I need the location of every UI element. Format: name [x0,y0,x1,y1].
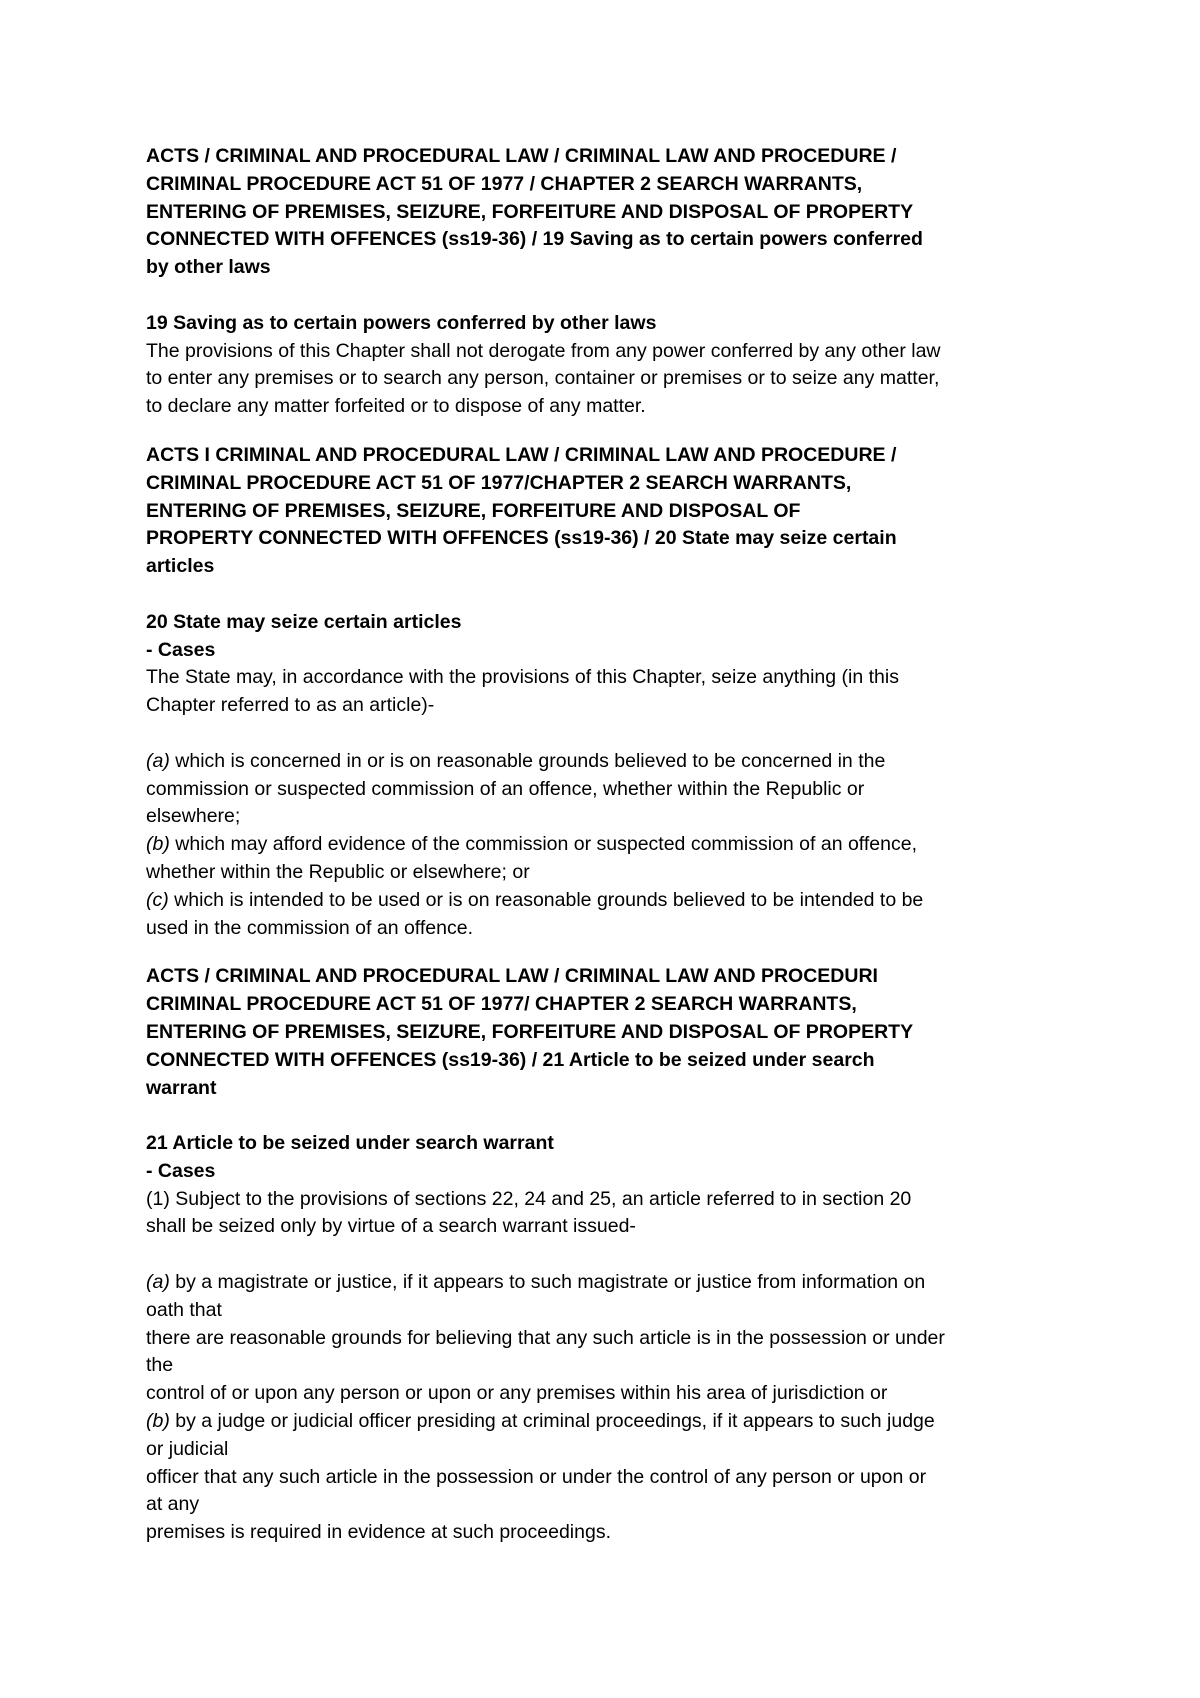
item-text: which may afford evidence of the commission or suspected commission of an offence, [169,833,917,856]
body-line: to enter any premises or to search any person, container or premises or to seize any matter, [146,367,940,390]
item-text: which is intended to be used or is on reasonable grounds believed to be intended to be [168,888,924,911]
section-heading: 19 Saving as to certain powers conferred by other laws [146,311,657,334]
breadcrumb [146,963,1076,1102]
section-heading: 21 Article to be seized under search warrant [146,1132,554,1155]
breadcrumb [146,442,1076,581]
intro-line: The State may, in accordance with the provisions of this Chapter, seize anything (in this [146,666,899,689]
list-item-b [146,1408,1076,1547]
body-line: The provisions of this Chapter shall not derogate from any power conferred by any other law [146,339,941,362]
list-item-a [146,1269,1076,1408]
item-line: whether within the Republic or elsewhere; or [146,860,530,883]
item-line: officer that any such article in the possession or under the control of any person or upon or [146,1465,927,1488]
item-line: oath that [146,1298,222,1321]
item-line: commission or suspected commission of an offence, whether within the Republic or [146,777,865,800]
breadcrumb-line: CRIMINAL PROCEDURE ACT 51 OF 1977/ CHAPTER 2 SEARCH WARRANTS, [146,993,857,1016]
document-body [146,143,1076,1547]
item-line: the [146,1354,174,1377]
section-heading: 20 State may seize certain articles [146,610,462,633]
item-text: by a judge or judicial officer presiding at criminal proceedings, if it appears to such judge [169,1410,935,1433]
breadcrumb-line: PROPERTY CONNECTED WITH OFFENCES (ss19-36) / 20 State may seize certain [146,527,897,550]
item-line: elsewhere; [146,805,241,828]
breadcrumb-line: warrant [146,1076,217,1099]
breadcrumb-line: CONNECTED WITH OFFENCES (ss19-36) / 19 Saving as to certain powers conferred [146,228,923,251]
item-label: (b) [146,833,170,856]
breadcrumb-line: CONNECTED WITH OFFENCES (ss19-36) / 21 Article to be seized under search [146,1048,875,1071]
section-20 [146,442,1076,942]
section-19 [146,143,1076,421]
breadcrumb-line: CRIMINAL PROCEDURE ACT 51 OF 1977 / CHAPTER 2 SEARCH WARRANTS, [146,172,863,195]
list-item-c [146,887,1076,943]
item-line: or judicial [146,1437,229,1460]
breadcrumb-line: ACTS / CRIMINAL AND PROCEDURAL LAW / CRIMINAL LAW AND PROCEDURI [146,965,878,988]
breadcrumb-line: by other laws [146,256,271,279]
intro-line: shall be seized only by virtue of a search warrant issued- [146,1215,636,1238]
item-line: control of or upon any person or upon or any premises within his area of jurisdiction or [146,1382,888,1405]
item-text: by a magistrate or justice, if it appears to such magistrate or justice from information on [169,1271,926,1294]
cases-label: - Cases [146,638,216,661]
item-line: at any [146,1493,200,1516]
breadcrumb [146,143,1076,282]
item-label: (c) [146,888,169,911]
intro-line: Chapter referred to as an article)- [146,694,435,717]
breadcrumb-line: ENTERING OF PREMISES, SEIZURE, FORFEITURE AND DISPOSAL OF PROPERTY [146,1020,914,1043]
item-label: (a) [146,1271,170,1294]
item-line: there are reasonable grounds for believing that any such article is in the possession or under [146,1326,945,1349]
list-item-a [146,748,1076,831]
item-line: premises is required in evidence at such proceedings. [146,1521,612,1544]
item-label: (a) [146,749,170,772]
breadcrumb-line: ACTS I CRIMINAL AND PROCEDURAL LAW / CRIMINAL LAW AND PROCEDURE / [146,443,897,466]
item-line: used in the commission of an offence. [146,916,473,939]
breadcrumb-line: ENTERING OF PREMISES, SEIZURE, FORFEITURE AND DISPOSAL OF PROPERTY [146,200,914,223]
breadcrumb-line: ENTERING OF PREMISES, SEIZURE, FORFEITURE AND DISPOSAL OF [146,499,801,522]
item-text: which is concerned in or is on reasonable grounds believed to be concerned in the [169,749,886,772]
breadcrumb-line: articles [146,555,215,578]
body-line: to declare any matter forfeited or to dispose of any matter. [146,395,646,418]
section-21 [146,963,1076,1547]
cases-label: - Cases [146,1159,216,1182]
list-item-b [146,831,1076,887]
breadcrumb-line: CRIMINAL PROCEDURE ACT 51 OF 1977/CHAPTER 2 SEARCH WARRANTS, [146,471,852,494]
intro-line: (1) Subject to the provisions of sections 22, 24 and 25, an article referred to in section 20 [146,1187,912,1210]
breadcrumb-line: ACTS / CRIMINAL AND PROCEDURAL LAW / CRIMINAL LAW AND PROCEDURE / [146,145,897,167]
item-label: (b) [146,1410,170,1433]
